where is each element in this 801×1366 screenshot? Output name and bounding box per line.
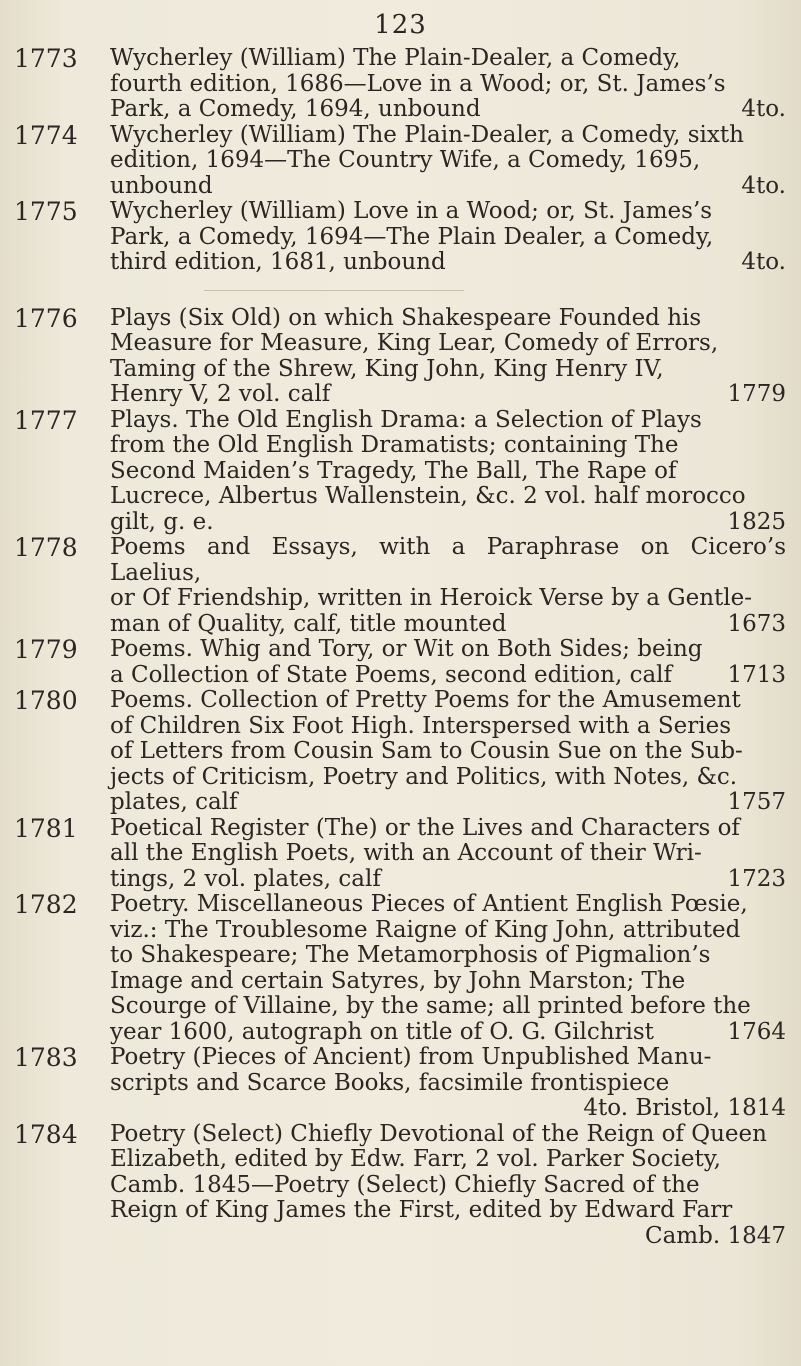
- lot-date: 1825: [727, 508, 786, 535]
- lot-text-line: Poetry (Select) Chiefly Devotional of the Reign of Queen: [110, 1120, 767, 1147]
- lot-date: 1779: [727, 381, 786, 407]
- lot-text-line: Second Maiden’s Tragedy, The Ball, The Rape of: [110, 457, 677, 484]
- lot-text-line: fourth edition, 1686—Love in a Wood; or, St. James’s: [110, 70, 726, 97]
- lot-text-line: Park, a Comedy, 1694, unbound: [110, 96, 481, 122]
- lot-date: 1713: [727, 661, 786, 688]
- lot-entry: [14, 1045, 794, 1122]
- lot-text-line: Poems. Collection of Pretty Poems for the Amusement: [110, 687, 741, 713]
- lot-text-line: Scourge of Villaine, by the same; all printed before the: [110, 993, 751, 1019]
- lot-number: 1773: [14, 44, 78, 73]
- lot-number: 1776: [14, 303, 78, 333]
- lot-number: 1779: [14, 635, 78, 664]
- lot-number: 1775: [14, 197, 78, 226]
- lot-entry: [14, 199, 794, 276]
- lot-text-line: Plays. The Old English Drama: a Selection of Plays: [110, 406, 702, 433]
- lot-text-line: Poetical Register (The) or the Lives and Characters of: [110, 814, 740, 841]
- lot-date: 4to. Bristol, 1814: [583, 1095, 786, 1121]
- lot-text-line: Poetry. Miscellaneous Pieces of Antient English Pœsie,: [110, 891, 748, 917]
- lot-entry: [14, 1119, 794, 1250]
- lot-date: 4to.: [741, 96, 786, 122]
- lot-text-line: or Of Friendship, written in Heroick Verse by a Gentle-: [110, 585, 753, 611]
- lot-entry: [14, 892, 794, 1045]
- lot-entry: [14, 405, 794, 536]
- lot-entry: [14, 303, 794, 408]
- lot-text-line: Wycherley (William) The Plain-Dealer, a Comedy, sixth: [110, 121, 744, 148]
- lot-number: 1784: [14, 1119, 78, 1149]
- lot-description: [110, 1045, 794, 1122]
- lot-number: 1778: [14, 533, 78, 562]
- lot-number: 1777: [14, 405, 78, 435]
- section-divider: [204, 290, 464, 291]
- page-number: 123: [374, 10, 427, 40]
- lot-description: [110, 535, 794, 637]
- lot-entry: [14, 46, 794, 123]
- lot-text-line: plates, calf: [110, 789, 238, 815]
- lot-date: Camb. 1847: [645, 1222, 786, 1249]
- lot-text-line: jects of Criticism, Poetry and Politics, with Notes, &c.: [110, 763, 738, 790]
- lot-description: [110, 1122, 794, 1250]
- lot-text-line: Wycherley (William) The Plain-Dealer, a Comedy,: [110, 45, 681, 71]
- lot-description: [110, 408, 794, 536]
- lot-text-line: third edition, 1681, unbound: [110, 249, 446, 275]
- lot-date: 1673: [727, 610, 786, 637]
- lot-text-line: gilt, g. e.: [110, 508, 214, 535]
- lot-entry: [14, 120, 794, 200]
- lot-text-line: tings, 2 vol. plates, calf: [110, 865, 381, 892]
- lot-text-line: Elizabeth, edited by Edw. Farr, 2 vol. Parker Society,: [110, 1146, 721, 1172]
- lot-text-line: from the Old English Dramatists; containing The: [110, 432, 679, 458]
- lot-date: 1757: [727, 789, 786, 815]
- lot-description: [110, 199, 794, 276]
- lot-entry: [14, 535, 794, 637]
- lot-text-line: Measure for Measure, King Lear, Comedy of Errors,: [110, 330, 719, 356]
- lot-entry: [14, 688, 794, 816]
- lot-number: 1781: [14, 813, 78, 843]
- lot-text-line: Park, a Comedy, 1694—The Plain Dealer, a Comedy,: [110, 223, 714, 250]
- lot-date: 1764: [727, 1018, 786, 1045]
- lot-description: [110, 637, 794, 688]
- lot-text-line: of Letters from Cousin Sam to Cousin Sue on the Sub-: [110, 738, 743, 764]
- lot-date: 4to.: [741, 172, 786, 199]
- lot-text-line: a Collection of State Poems, second edition, calf: [110, 661, 673, 688]
- lot-text-line: all the English Poets, with an Account of their Wri-: [110, 840, 702, 866]
- lot-number: 1783: [14, 1043, 78, 1072]
- lot-list: [14, 46, 794, 1249]
- lot-text-line: Camb. 1845—Poetry (Select) Chiefly Sacred of the: [110, 1171, 700, 1198]
- lot-date: 4to.: [741, 249, 786, 275]
- lot-text-line: edition, 1694—The Country Wife, a Comedy, 1695,: [110, 147, 701, 173]
- lot-entry: [14, 637, 794, 688]
- lot-text-line: Wycherley (William) Love in a Wood; or, St. James’s: [110, 198, 713, 224]
- lot-entry: [14, 813, 794, 893]
- lot-description: [110, 46, 794, 123]
- lot-number: 1774: [14, 120, 78, 150]
- lot-text-line: Plays (Six Old) on which Shakespeare Founded his: [110, 304, 702, 331]
- lot-description: [110, 688, 794, 816]
- lot-number: 1780: [14, 686, 78, 715]
- lot-text-line: to Shakespeare; The Metamorphosis of Pigmalion’s: [110, 942, 711, 968]
- lot-text-line: Henry V, 2 vol. calf: [110, 381, 331, 407]
- lot-text-line: man of Quality, calf, title mounted: [110, 610, 507, 637]
- lot-text-line: Poems. Whig and Tory, or Wit on Both Sides; being: [110, 636, 703, 662]
- lot-date: 1723: [727, 865, 786, 892]
- lot-text-line: unbound: [110, 172, 213, 199]
- lot-description: [110, 123, 794, 200]
- lot-text-line: viz.: The Troublesome Raigne of King John, attributed: [110, 916, 741, 943]
- lot-text-line: Poetry (Pieces of Ancient) from Unpublished Manu-: [110, 1044, 712, 1070]
- lot-description: [110, 816, 794, 893]
- lot-text-line: year 1600, autograph on title of O. G. Gilchrist: [110, 1018, 654, 1045]
- lot-description: [110, 892, 794, 1045]
- lot-number: 1782: [14, 890, 78, 919]
- lot-text-line: Lucrece, Albertus Wallenstein, &c. 2 vol. half morocco: [110, 483, 746, 509]
- lot-text-line: Poems and Essays, with a Paraphrase on Cicero’s Laelius,: [110, 534, 786, 586]
- lot-text-line: of Children Six Foot High. Interspersed with a Series: [110, 712, 732, 739]
- lot-text-line: Taming of the Shrew, King John, King Henry IV,: [110, 355, 664, 382]
- lot-text-line: scripts and Scarce Books, facsimile frontispiece: [110, 1069, 670, 1096]
- lot-description: [110, 306, 794, 408]
- lot-text-line: Reign of King James the First, edited by Edward Farr: [110, 1197, 733, 1223]
- lot-text-line: Image and certain Satyres, by John Marston; The: [110, 967, 686, 994]
